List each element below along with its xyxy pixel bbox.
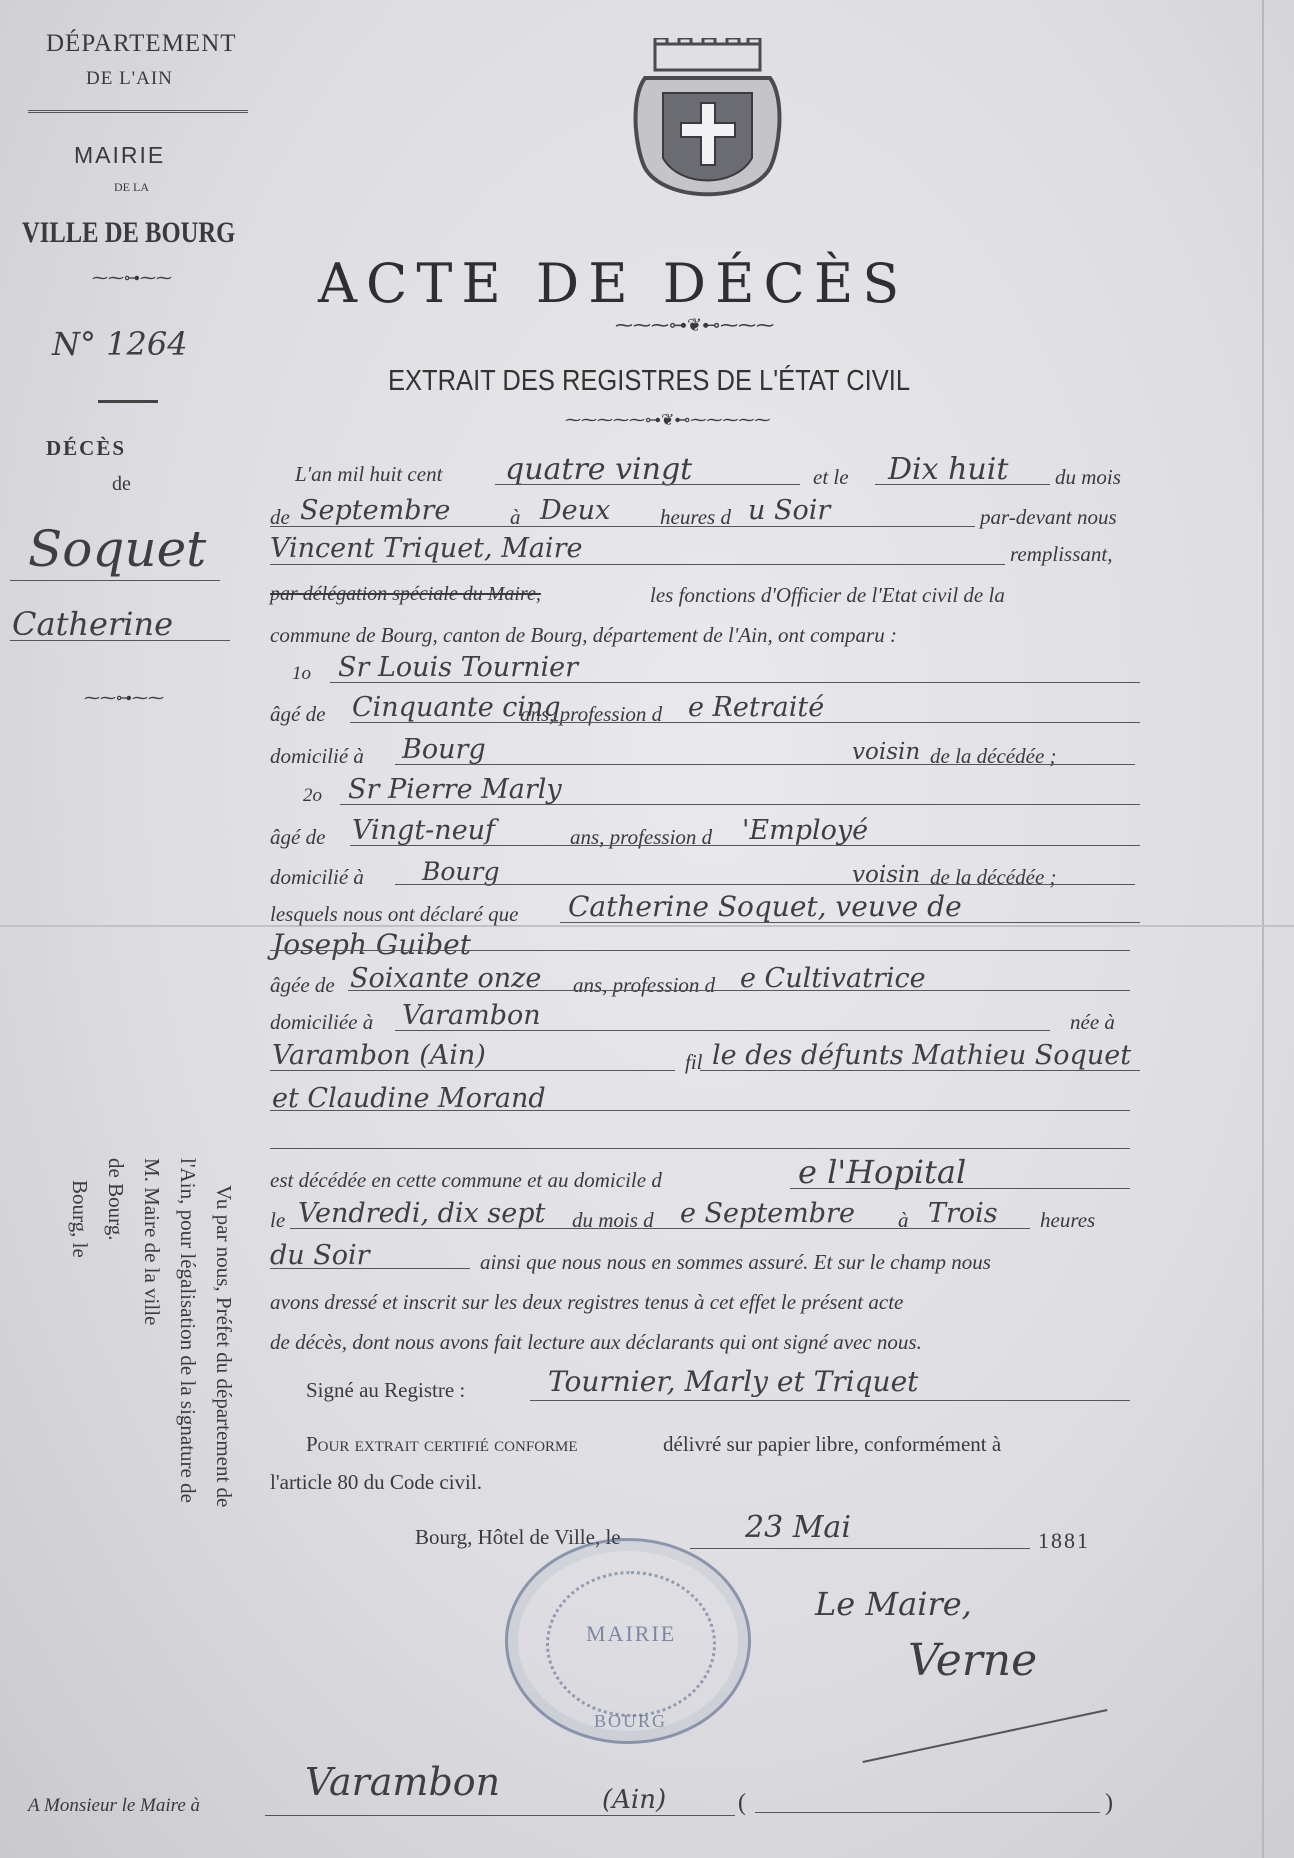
handwritten-text: Dix huit: [888, 452, 1009, 487]
text: à: [898, 1208, 909, 1232]
line: [270, 1268, 470, 1269]
line: [290, 1228, 1030, 1229]
mayor-signature: Verne: [908, 1635, 1038, 1686]
vertical-text: l'Ain, pour légalisation de la signature de: [176, 1158, 200, 1503]
strikethrough-text: par délégation spéciale du Maire,: [270, 583, 541, 605]
ornament: ⁓⁓⁓⊶❦⊷⁓⁓⁓: [615, 315, 775, 335]
text: remplissant,: [1010, 542, 1113, 566]
handwritten-text: Soixante onze: [350, 963, 542, 994]
handwritten-text: u Soir: [748, 495, 831, 526]
vertical-text: Vu par nous, Préfet du département de: [212, 1185, 236, 1508]
page-title: ACTE DE DÉCÈS: [318, 252, 909, 315]
ville-label: VILLE DE BOURG: [22, 216, 236, 249]
text: Pour extrait certifié conforme: [306, 1432, 578, 1456]
handwritten-text: Bourg: [402, 734, 486, 765]
text: de la décédée ;: [930, 744, 1057, 768]
line: [690, 1548, 1030, 1549]
text: Signé au Registre :: [306, 1378, 466, 1402]
text: lesquels nous ont déclaré que: [270, 902, 519, 926]
mairie-label: MAIRIE: [74, 142, 166, 168]
handwritten-text: le des défunts Mathieu Soquet: [712, 1040, 1132, 1071]
text: domicilié à: [270, 744, 364, 768]
line: [350, 722, 1140, 723]
vertical-text: de Bourg.: [104, 1158, 128, 1241]
text: avons dressé et inscrit sur les deux registres tenus à cet effet le présent acte: [270, 1290, 904, 1314]
handwritten-text: Sr Louis Tournier: [338, 652, 579, 683]
handwritten-text: (Ain): [602, 1785, 667, 1815]
divider: [98, 400, 158, 403]
text: est décédée en cette commune et au domicile d: [270, 1168, 662, 1192]
line: [755, 1812, 1100, 1813]
text: par-devant nous: [980, 505, 1117, 529]
handwritten-text: du Soir: [270, 1240, 370, 1271]
handwritten-text: e Retraité: [688, 692, 825, 723]
seal-text: BOURG: [594, 1711, 668, 1731]
fold-line: [1262, 0, 1264, 1858]
line: [340, 804, 1140, 805]
handwritten-text: Trois: [928, 1198, 998, 1229]
handwritten-text: Bourg: [422, 857, 500, 886]
text: ): [1105, 1790, 1113, 1816]
handwritten-text: Varambon: [402, 1000, 541, 1031]
line: [530, 1400, 1130, 1401]
text: le: [270, 1208, 286, 1232]
text: heures d: [660, 505, 731, 529]
handwritten-text: Vendredi, dix sept: [298, 1198, 546, 1229]
text: de décès, dont nous avons fait lecture aux déclarants qui ont signé avec nous.: [270, 1330, 922, 1354]
text: née à: [1070, 1010, 1115, 1034]
text: 2o: [303, 785, 322, 806]
text: commune de Bourg, canton de Bourg, département de l'Ain, ont comparu :: [270, 623, 897, 647]
text: ans, profession d: [570, 825, 713, 849]
text: âgée de: [270, 973, 335, 997]
text: de: [270, 505, 290, 529]
line: [495, 484, 800, 485]
de-label: de: [112, 473, 131, 495]
act-number: N° 1264: [52, 325, 188, 363]
ornament: ⁓⁓⊶⁓⁓: [84, 690, 164, 707]
vertical-text: Bourg, le: [68, 1180, 92, 1258]
mayor-title: Le Maire,: [815, 1585, 972, 1623]
line: [330, 682, 1140, 683]
official-seal-icon: [505, 1538, 751, 1744]
line: [270, 1110, 1130, 1111]
handwritten-text: voisin: [852, 739, 921, 765]
text: fil: [685, 1050, 703, 1074]
text: les fonctions d'Officier de l'Etat civil de la: [650, 583, 1005, 607]
handwritten-text: et Claudine Morand: [272, 1083, 546, 1114]
line: [270, 564, 1005, 565]
line: [395, 1030, 1050, 1031]
handwritten-text: Cinquante cinq: [352, 692, 561, 723]
text: âgé de: [270, 825, 326, 849]
handwritten-text: Joseph Guibet: [272, 928, 471, 961]
handwritten-text: Septembre: [300, 495, 451, 526]
text: domicilié à: [270, 865, 364, 889]
handwritten-text: e l'Hopital: [798, 1153, 967, 1191]
text: A Monsieur le Maire à: [28, 1795, 201, 1816]
handwritten-date: 23 Mai: [745, 1510, 851, 1545]
line: [10, 580, 220, 581]
line: [700, 1070, 1140, 1071]
handwritten-text: e Cultivatrice: [740, 963, 926, 994]
line: [395, 884, 1135, 885]
year-text: 1881: [1038, 1528, 1090, 1553]
text: Bourg, Hôtel de Ville, le: [415, 1525, 621, 1549]
text: L'an mil huit cent: [295, 462, 443, 486]
dept-line2: DE L'AIN: [86, 68, 173, 89]
line: [348, 990, 1130, 991]
text: délivré sur papier libre, conformément à: [663, 1432, 1002, 1456]
handwritten-text: Tournier, Marly et Triquet: [548, 1365, 919, 1398]
line: [270, 1070, 675, 1071]
coat-of-arms-icon: [625, 38, 790, 218]
text: âgé de: [270, 702, 326, 726]
ornament: ⁓⁓⊶⁓⁓: [92, 270, 172, 287]
handwritten-text: Deux: [540, 495, 611, 526]
fold-line: [0, 925, 1294, 927]
deceased-surname: Soquet: [28, 520, 207, 578]
handwritten-text: Vingt-neuf: [352, 815, 496, 846]
seal-text: MAIRIE: [586, 1621, 677, 1646]
divider: [28, 110, 248, 113]
line: [270, 950, 1130, 951]
line: [270, 526, 975, 527]
text: ans, profession d: [573, 973, 716, 997]
text: domiciliée à: [270, 1010, 374, 1034]
text: 1o: [292, 663, 311, 684]
text: à: [510, 505, 521, 529]
ornament: ⁓⁓⁓⁓⁓⊶❦⊷⁓⁓⁓⁓⁓: [565, 412, 771, 429]
handwritten-text: Varambon: [305, 1760, 501, 1804]
text: ans, profession d: [520, 702, 663, 726]
text: et le: [813, 465, 849, 489]
handwritten-text: quatre vingt: [505, 452, 693, 487]
handwritten-text: e Septembre: [680, 1198, 855, 1229]
line: [560, 922, 1140, 923]
handwritten-text: Catherine Soquet, veuve de: [568, 890, 962, 923]
line: [265, 1815, 735, 1816]
deces-label: DÉCÈS: [46, 436, 127, 460]
line: [395, 764, 1135, 765]
handwritten-text: Vincent Triquet, Maire: [270, 533, 583, 564]
text: de la décédée ;: [930, 865, 1057, 889]
text: heures: [1040, 1208, 1096, 1232]
de-la-label: DE LA: [114, 180, 149, 194]
line: [10, 640, 230, 641]
line: [863, 1709, 1108, 1763]
line: [790, 1188, 1130, 1189]
subtitle: EXTRAIT DES REGISTRES DE L'ÉTAT CIVIL: [388, 365, 911, 397]
text: du mois: [1055, 465, 1121, 489]
text: (: [738, 1790, 746, 1816]
handwritten-text: Sr Pierre Marly: [348, 774, 562, 805]
line: [875, 484, 1050, 485]
deceased-firstname: Catherine: [12, 605, 174, 643]
dept-line1: DÉPARTEMENT: [46, 30, 237, 57]
line: [350, 845, 1140, 846]
handwritten-text: voisin: [852, 862, 921, 888]
text: l'article 80 du Code civil.: [270, 1470, 482, 1494]
handwritten-text: Varambon (Ain): [272, 1040, 486, 1071]
vertical-text: M. Maire de la ville: [140, 1158, 164, 1326]
handwritten-text: 'Employé: [742, 815, 869, 846]
line: [270, 1148, 1130, 1149]
text: ainsi que nous nous en sommes assuré. Et sur le champ nous: [480, 1250, 991, 1274]
text: du mois d: [572, 1208, 654, 1232]
